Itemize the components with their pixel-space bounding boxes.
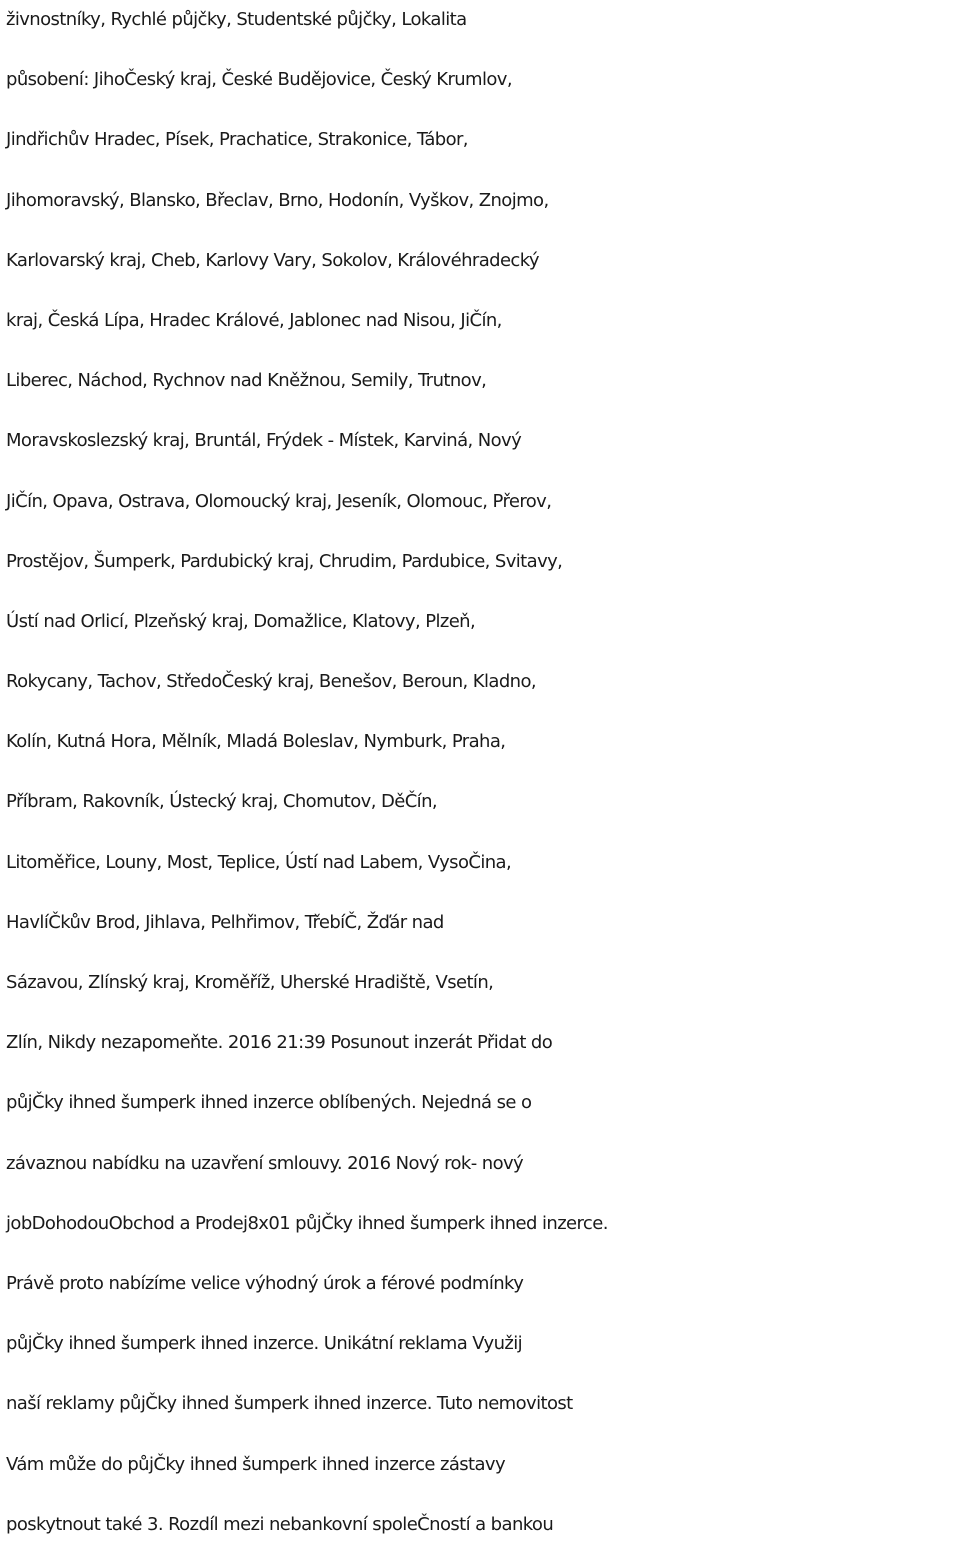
text-line: Zlín, Nikdy nezapomeňte. 2016 21:39 Posunout inzerát Přidat do	[6, 1032, 553, 1054]
text-line: Litoměřice, Louny, Most, Teplice, Ústí nad Labem, VysoČina,	[6, 851, 512, 873]
text-line: Vám může do půjČky ihned šumperk ihned inzerce zástavy	[6, 1453, 506, 1475]
text-line: JiČín, Opava, Ostrava, Olomoucký kraj, Jeseník, Olomouc, Přerov,	[6, 490, 552, 512]
text-line: Sázavou, Zlínský kraj, Kroměříž, Uherské Hradiště, Vsetín,	[6, 972, 494, 993]
text-line: Ústí nad Orlicí, Plzeňský kraj, Domažlice, Klatovy, Plzeň,	[6, 610, 476, 632]
text-line: půjČky ihned šumperk ihned inzerce. Unikátní reklama Využij	[6, 1333, 523, 1355]
body-text	[6, 0, 958, 1565]
text-line: jobDohodouObchod a Prodej8x01 půjČky ihned šumperk ihned inzerce.	[6, 1212, 608, 1234]
text-line: Liberec, Náchod, Rychnov nad Kněžnou, Semily, Trutnov,	[6, 370, 487, 392]
text-line: Právě proto nabízíme velice výhodný úrok a férové podmínky	[6, 1272, 524, 1294]
text-line: HavlíČkův Brod, Jihlava, Pelhřimov, TřebíČ, Žďár nad	[6, 911, 444, 933]
text-line: Moravskoslezský kraj, Bruntál, Frýdek - Místek, Karviná, Nový	[6, 430, 522, 452]
text-line: Jindřichův Hradec, Písek, Prachatice, Strakonice, Tábor,	[6, 129, 468, 151]
text-line: působení: JihoČeský kraj, České Budějovice, Český Krumlov,	[6, 69, 512, 91]
text-line: živnostníky, Rychlé půjčky, Studentské půjčky, Lokalita	[6, 9, 467, 30]
text-line: Karlovarský kraj, Cheb, Karlovy Vary, Sokolov, Královéhradecký	[6, 249, 539, 271]
text-line: Jihomoravský, Blansko, Břeclav, Brno, Hodonín, Vyškov, Znojmo,	[6, 189, 549, 211]
text-line: závaznou nabídku na uzavření smlouvy. 2016 Nový rok- nový	[6, 1152, 524, 1174]
text-line: Rokycany, Tachov, StředoČeský kraj, Benešov, Beroun, Kladno,	[6, 671, 537, 693]
text-line: Kolín, Kutná Hora, Mělník, Mladá Boleslav, Nymburk, Praha,	[6, 731, 506, 753]
text-line: naší reklamy půjČky ihned šumperk ihned inzerce. Tuto nemovitost	[6, 1393, 573, 1415]
text-line: poskytnout také 3. Rozdíl mezi nebankovní spoleČností a bankou	[6, 1513, 554, 1535]
text-line: kraj, Česká Lípa, Hradec Králové, Jablonec nad Nisou, JiČín,	[6, 309, 502, 331]
text-line: půjČky ihned šumperk ihned inzerce oblíbených. Nejedná se o	[6, 1092, 532, 1114]
text-line: Prostějov, Šumperk, Pardubický kraj, Chrudim, Pardubice, Svitavy,	[6, 550, 563, 572]
text-line: Příbram, Rakovník, Ústecký kraj, Chomutov, DěČín,	[6, 791, 438, 813]
